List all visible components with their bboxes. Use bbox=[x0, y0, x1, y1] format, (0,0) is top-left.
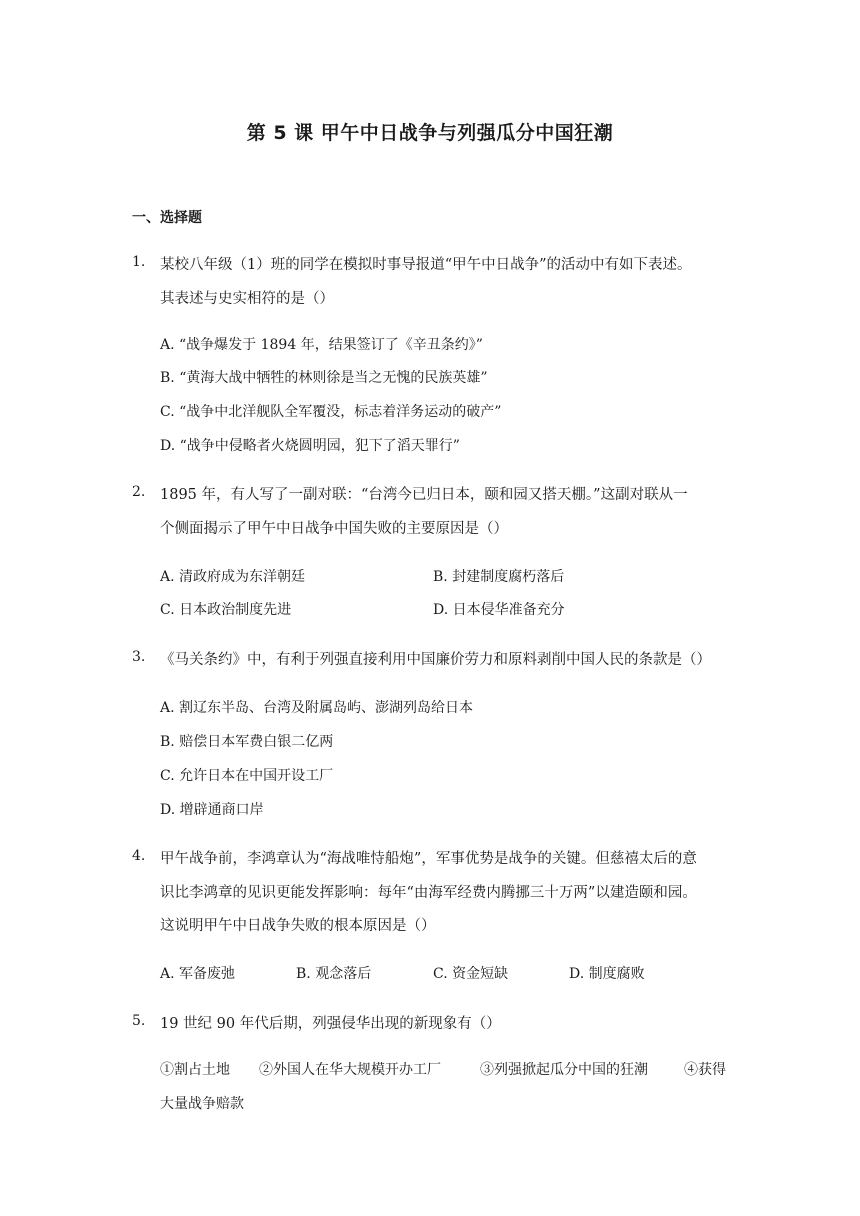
question-text-line: 《马关条约》中，有利于列强直接利用中国廉价劳力和原料剥削中国人民的条款是（） bbox=[160, 652, 711, 668]
option-b: B. 赔偿日本军费白银二亿两 bbox=[160, 734, 334, 750]
question-text-line: 识比李鸿章的见识更能发挥影响：每年“由海军经费内腾挪三十万两”以建造颐和园。 bbox=[160, 885, 697, 901]
section-heading: 一、选择题 bbox=[132, 210, 202, 226]
option-c: C. 资金短缺 bbox=[433, 966, 509, 982]
statement-item-continuation: 大量战争赔款 bbox=[160, 1096, 244, 1112]
question-text-line: 某校八年级（1）班的同学在模拟时事导报道“甲午中日战争”的活动中有如下表述。 bbox=[160, 257, 692, 273]
question-number: 1. bbox=[132, 254, 146, 270]
option-b: B. 观念落后 bbox=[296, 966, 372, 982]
option-a: A. 清政府成为东洋朝廷 bbox=[160, 569, 306, 585]
option-c: C. “战争中北洋舰队全军覆没，标志着洋务运动的破产” bbox=[160, 404, 502, 420]
question-text-line: 个侧面揭示了甲午中日战争中国失败的主要原因是（） bbox=[160, 521, 508, 537]
question-text-line: 其表述与史实相符的是（） bbox=[160, 291, 334, 307]
option-d: D. 日本侵华准备充分 bbox=[433, 602, 565, 618]
option-d: D. “战争中侵略者火烧圆明园，犯下了滔天罪行” bbox=[160, 438, 460, 454]
question-number: 3. bbox=[132, 649, 146, 665]
option-c: C. 日本政治制度先进 bbox=[160, 602, 292, 618]
option-d: D. 增辟通商口岸 bbox=[160, 802, 264, 818]
question-number: 4. bbox=[132, 848, 146, 864]
option-d: D. 制度腐败 bbox=[569, 966, 645, 982]
question-text-line: 19 世纪 90 年代后期，列强侵华出现的新现象有（） bbox=[160, 1016, 501, 1032]
statement-item-4: ④获得 bbox=[684, 1062, 726, 1078]
statement-item-3: ③列强掀起瓜分中国的狂潮 bbox=[480, 1062, 648, 1078]
question-text-line: 1895 年，有人写了一副对联：“台湾今已归日本，颐和园又搭天棚。”这副对联从一 bbox=[160, 487, 688, 503]
option-b: B. 封建制度腐朽落后 bbox=[433, 569, 565, 585]
page-title: 第 5 课 甲午中日战争与列强瓜分中国狂潮 bbox=[246, 122, 614, 144]
option-a: A. 军备废弛 bbox=[160, 966, 236, 982]
statement-item-1: ①割占土地 bbox=[160, 1062, 230, 1078]
question-number: 2. bbox=[132, 484, 146, 500]
question-text-line: 这说明甲午中日战争失败的根本原因是（） bbox=[160, 918, 436, 934]
option-c: C. 允许日本在中国开设工厂 bbox=[160, 768, 334, 784]
option-a: A. “战争爆发于 1894 年，结果签订了《辛丑条约》” bbox=[160, 337, 483, 353]
statement-item-2: ②外国人在华大规模开办工厂 bbox=[259, 1062, 441, 1078]
question-text-line: 甲午战争前，李鸿章认为“海战唯恃船炮”，军事优势是战争的关键。但慈禧太后的意 bbox=[160, 851, 697, 867]
option-a: A. 割辽东半岛、台湾及附属岛屿、澎湖列岛给日本 bbox=[160, 700, 474, 716]
question-number: 5. bbox=[132, 1013, 146, 1029]
option-b: B. “黄海大战中牺牲的林则徐是当之无愧的民族英雄” bbox=[160, 370, 488, 386]
